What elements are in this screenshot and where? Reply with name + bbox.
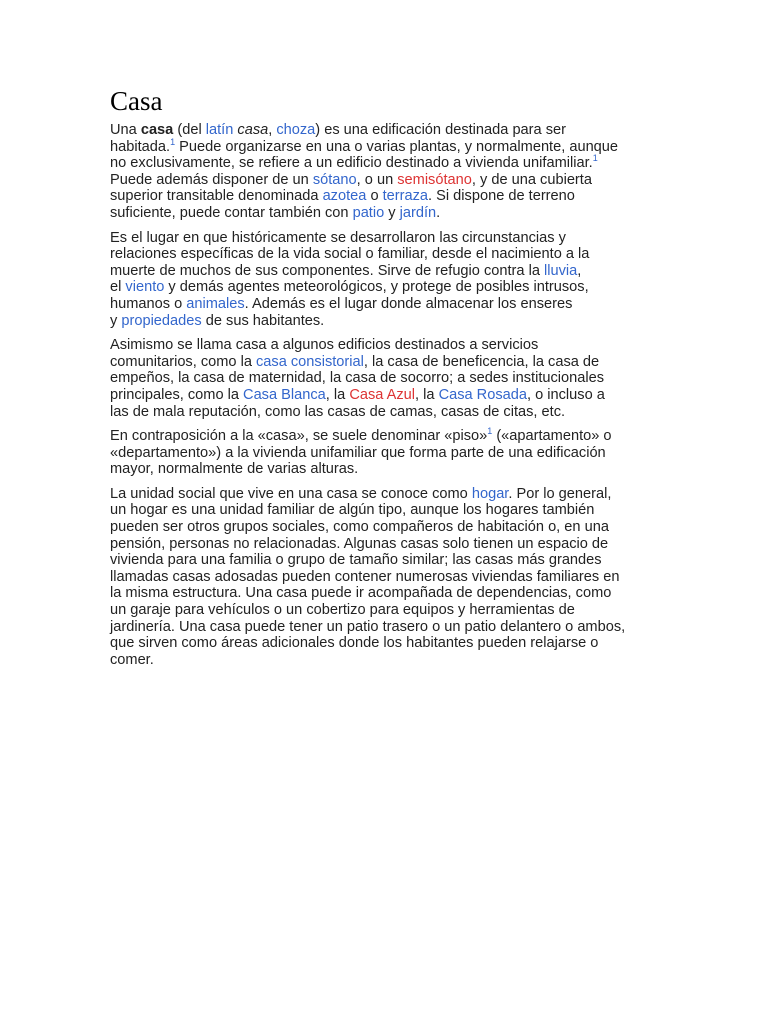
- paragraph-hogar: [110, 486, 670, 669]
- text: , la: [415, 386, 439, 403]
- text: que sirven como áreas adicionales donde los habitantes pueden relajarse o: [110, 635, 599, 652]
- footnote-ref[interactable]: 1: [592, 153, 598, 164]
- text: , la casa de beneficencia, la casa de: [363, 353, 600, 370]
- text: habitada.: [110, 138, 171, 155]
- text: jardinería. Una casa puede tener un patio trasero o un patio delantero o ambos,: [110, 618, 626, 635]
- text: relaciones específicas de la vida social o familiar, desde el nacimiento a la: [110, 246, 590, 263]
- paragraph-piso: [110, 428, 670, 478]
- link-propiedades[interactable]: propiedades: [121, 312, 202, 329]
- link-latin[interactable]: latín: [205, 122, 234, 138]
- link-semisotano[interactable]: semisótano: [397, 171, 472, 188]
- text: , y de una cubierta: [471, 171, 592, 188]
- text: (del: [173, 122, 206, 138]
- text: de sus habitantes.: [201, 312, 325, 329]
- text: mayor, normalmente de varias alturas.: [110, 461, 359, 478]
- text: no exclusivamente, se refiere a un edificio destinado a vivienda unifamiliar.: [110, 155, 593, 172]
- text: empeños, la casa de maternidad, la casa de socorro; a sedes institucionales: [110, 370, 605, 387]
- text: Asimismo se llama casa a algunos edificios destinados a servicios: [110, 337, 539, 354]
- text: . Por lo general,: [508, 485, 612, 502]
- link-lluvia[interactable]: lluvia: [544, 262, 578, 279]
- paragraph-institutions: [110, 337, 670, 420]
- link-viento[interactable]: viento: [125, 279, 165, 296]
- link-casa-azul[interactable]: Casa Azul: [349, 386, 416, 403]
- text: superior transitable denominada: [110, 188, 323, 205]
- text: suficiente, puede contar también con: [110, 204, 353, 221]
- paragraph-intro: [110, 122, 670, 222]
- text: «departamento») a la vivienda unifamiliar que forma parte de una edificación: [110, 444, 606, 461]
- text: . Además es el lugar donde almacenar los enseres: [244, 295, 573, 312]
- link-casa-consistorial[interactable]: casa consistorial: [256, 353, 364, 370]
- text: llamadas casas adosadas pueden contener numerosas viviendas familiares en: [110, 568, 620, 585]
- text: pueden ser otros grupos sociales, como compañeros de habitación o, en una: [110, 519, 609, 536]
- text: Puede además disponer de un: [110, 171, 313, 188]
- text: («apartamento» o: [492, 428, 612, 445]
- footnote-ref[interactable]: 1: [170, 136, 176, 147]
- link-casa-blanca[interactable]: Casa Blanca: [243, 386, 326, 403]
- text: vivienda para una familia o grupo de tamaño similar; las casas más grandes: [110, 552, 602, 569]
- link-animales[interactable]: animales: [186, 295, 245, 312]
- text: comer.: [110, 651, 154, 668]
- text: un garaje para vehículos o un cobertizo para equipos y herramientas de: [110, 602, 575, 619]
- text: Puede organizarse en una o varias plantas, y normalmente, aunque: [175, 138, 619, 155]
- link-patio[interactable]: patio: [352, 204, 385, 221]
- text: principales, como la: [110, 386, 244, 403]
- text: las de mala reputación, como las casas de camas, casas de citas, etc.: [110, 403, 566, 420]
- text: humanos o: [110, 295, 187, 312]
- text: , o incluso a: [527, 386, 605, 403]
- text: comunitarios, como la: [110, 353, 256, 370]
- text: el: [110, 279, 126, 296]
- text: y demás agentes meteorológicos, y protege de posibles intrusos,: [164, 279, 589, 296]
- italic-term: casa: [237, 122, 269, 138]
- link-hogar[interactable]: hogar: [471, 485, 509, 502]
- bold-term: casa: [140, 122, 174, 138]
- link-azotea[interactable]: azotea: [322, 188, 367, 205]
- text: muerte de muchos de sus componentes. Sirve de refugio contra la: [110, 262, 544, 279]
- text: Es el lugar en que históricamente se desarrollaron las circunstancias y: [110, 229, 566, 246]
- footnote-ref[interactable]: 1: [487, 426, 493, 437]
- text: Una: [110, 122, 141, 138]
- link-jardin[interactable]: jardín: [399, 204, 437, 221]
- article-body: [110, 122, 670, 676]
- page-title: Casa: [110, 86, 163, 116]
- text: un hogar es una unidad familiar de algún tipo, aunque los hogares también: [110, 502, 595, 519]
- text: . Si dispone de terreno: [428, 188, 575, 205]
- text: pensión, personas no relacionadas. Algunas casas solo tienen un espacio de: [110, 535, 609, 552]
- link-terraza[interactable]: terraza: [382, 188, 429, 205]
- text: o: [366, 188, 383, 205]
- text: La unidad social que vive en una casa se conoce como: [110, 485, 472, 502]
- link-sotano[interactable]: sótano: [312, 171, 357, 188]
- text: y: [384, 204, 400, 221]
- text: En contraposición a la «casa», se suele denominar «piso»: [110, 428, 488, 445]
- text: ,: [268, 122, 277, 138]
- text: .: [436, 204, 441, 221]
- paragraph-history: [110, 230, 670, 330]
- text: , la: [325, 386, 350, 403]
- link-choza[interactable]: choza: [276, 122, 316, 138]
- text: la misma estructura. Una casa puede ir acompañada de dependencias, como: [110, 585, 612, 602]
- text: y: [110, 312, 122, 329]
- text: ) es una edificación destinada para ser: [315, 122, 566, 138]
- text: ,: [577, 262, 582, 279]
- text: , o un: [356, 171, 398, 188]
- link-casa-rosada[interactable]: Casa Rosada: [438, 386, 527, 403]
